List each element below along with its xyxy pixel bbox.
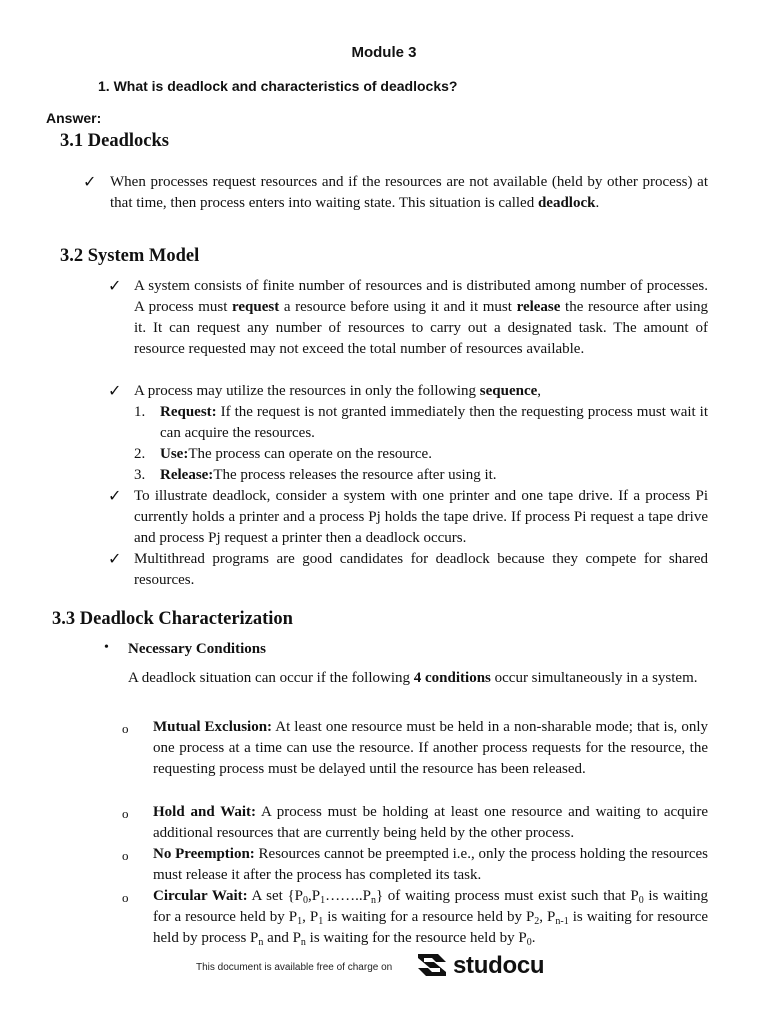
checkmark-icon: ✓ [108,278,122,295]
circle-bullet-icon: o [122,806,129,821]
circle-bullet-icon: o [122,721,129,736]
checkmark-icon: ✓ [108,488,122,505]
step-release: Release:The process releases the resource after using it. [160,467,497,483]
condition-circular-wait: Circular Wait: A set $\{P_0,P_1\dots\dots..P_n\}$ of waiting process must exist such that $P_0$ is waiting for a resource held by $P_1$, $P_1$ is waiting for a resource held by $P_2$, $P_{n-1}$ is waiting for resource held by process $P_n$ and $P_n$ is waiting for the resource held by $P_0$. [153,888,709,948]
step-number: 2. [134,446,146,462]
checkmark-icon: ✓ [108,551,122,568]
condition-hold-and-wait: Hold and Wait: A process must be holding at least one resource and waiting to acquire additional resources that are currently being held by the other process. [153,804,708,841]
section-heading-3-1: 3.1 Deadlocks [60,131,169,151]
module-title: Module 3 [351,44,417,61]
footer-notice: This document is available free of charge on [196,962,393,973]
step-request: Request: If the request is not granted immediately then the requesting process must wait it can acquire the resources. [160,404,708,441]
paragraph-multithread: Multithread programs are good candidates for deadlock because they compete for shared resources. [134,551,708,588]
paragraph-system-resources: A system consists of finite number of resources and is distributed among number of processes. A process must request a resource before using it and it must release the resource after using it. It can request any number of resources to carry out a designated task. The amount of resource requested may not exceed the total number of resources available. [134,278,708,357]
checkmark-icon: ✓ [108,383,122,400]
condition-mutual-exclusion: Mutual Exclusion: At least one resource must be held in a non-sharable mode; that is, only one process at a time can use the resource. If another process requests for the resource, the requesting process must be delayed until the resource has been released. [153,719,708,777]
step-number: 1. [134,404,146,420]
paragraph-printer-example: To illustrate deadlock, consider a system with one printer and one tape drive. If a process Pi currently holds a printer and a process Pj holds the tape drive. If process Pi request a tape drive and process Pj request a printer then a deadlock occurs. [134,488,708,546]
circle-bullet-icon: o [122,890,129,905]
paragraph-sequence: A process may utilize the resources in only the following sequence, [134,383,542,399]
question-heading: 1. What is deadlock and characteristics of deadlocks? [98,78,458,94]
circle-bullet-icon: o [122,848,129,863]
paragraph-deadlock-definition: When processes request resources and if the resources are not available (held by other process) at that time, then process enters into waiting state. This situation is called deadlock. [110,174,708,211]
bullet-icon: • [104,640,109,655]
section-heading-3-2: 3.2 System Model [60,246,200,266]
necessary-conditions-label: Necessary Conditions [128,641,266,657]
answer-label: Answer: [46,110,102,126]
studocu-brand[interactable]: studocu [453,952,545,979]
step-use: Use:The process can operate on the resource. [160,446,432,462]
condition-no-preemption: No Preemption: Resources cannot be preempted i.e., only the process holding the resources must release it after the process has completed its task. [153,846,708,883]
step-number: 3. [134,467,146,483]
section-heading-3-3: 3.3 Deadlock Characterization [52,609,293,629]
paragraph-conditions-intro: A deadlock situation can occur if the following 4 conditions occur simultaneously in a system. [128,670,698,686]
studocu-logo-icon [414,950,450,980]
checkmark-icon: ✓ [83,174,97,191]
